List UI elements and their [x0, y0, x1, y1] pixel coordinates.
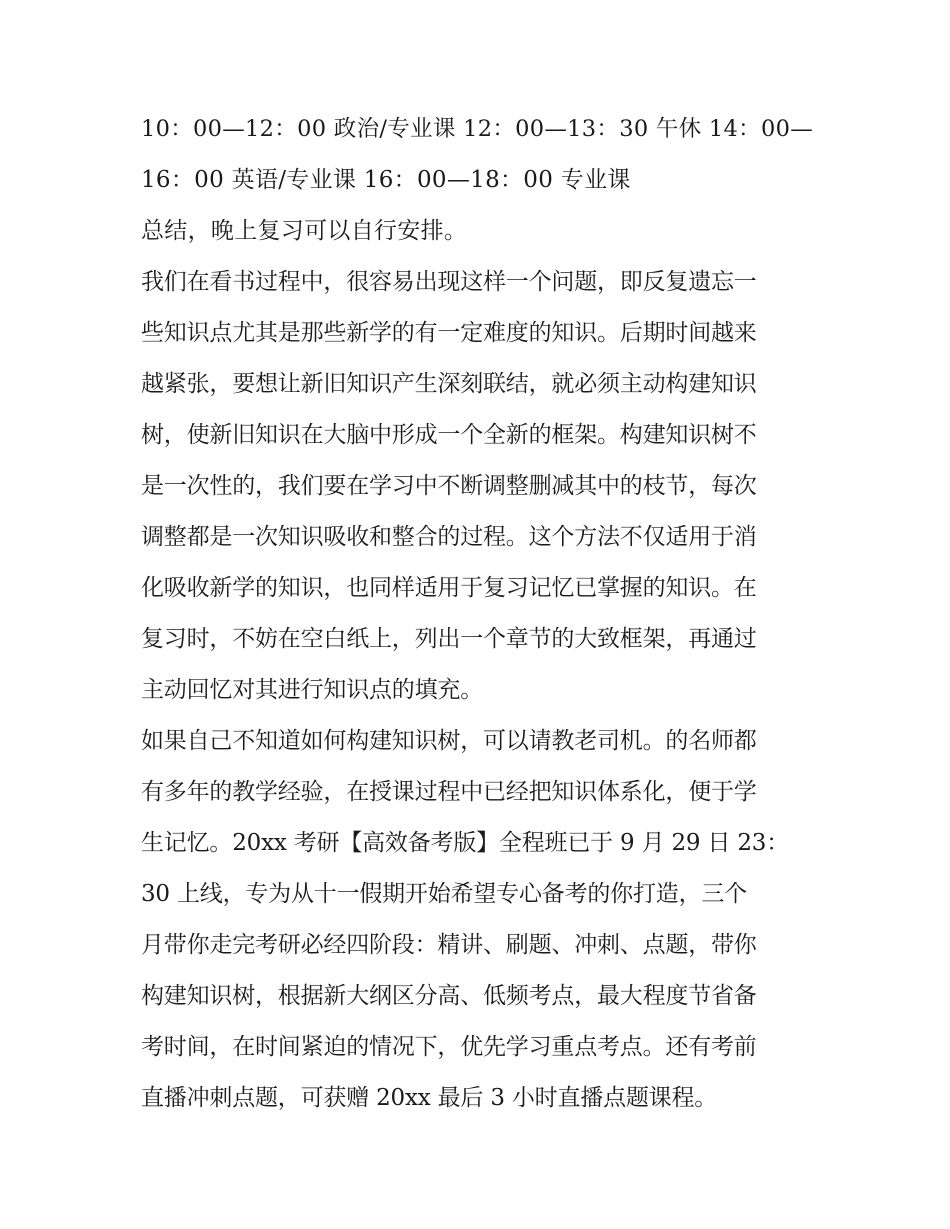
paragraph-2-line-8: 直播冲刺点题，可获赠 20xx 最后 3 小时直播点题课程。	[141, 1085, 718, 1111]
paragraph-2-line-4: 30 上线，专为从十一假期开始希望专心备考的你打造，三个	[141, 881, 747, 907]
paragraph-1-line-7: 化吸收新学的知识，也同样适用于复习记忆已掌握的知识。在	[141, 575, 757, 601]
paragraph-2-line-1: 如果自己不知道如何构建知识树，可以请教老司机。的名师都	[141, 728, 757, 754]
paragraph-2-line-2: 有多年的教学经验，在授课过程中已经把知识体系化，便于学	[141, 779, 757, 805]
summary-line: 总结，晚上复习可以自行安排。	[141, 218, 468, 244]
schedule-line-1: 10：00—12：00 政治/专业课 12：00—13：30 午休 14：00—	[141, 116, 813, 142]
document-body	[141, 104, 821, 1124]
paragraph-2-line-7: 考时间，在时间紧迫的情况下，优先学习重点考点。还有考前	[141, 1034, 757, 1060]
schedule-line-2: 16：00 英语/专业课 16：00—18：00 专业课	[141, 167, 631, 193]
paragraph-2-line-3: 生记忆。20xx 考研【高效备考版】全程班已于 9 月 29 日 23：	[141, 830, 790, 856]
paragraph-1-line-5: 是一次性的，我们要在学习中不断调整删减其中的枝节，每次	[141, 473, 757, 499]
paragraph-1-line-8: 复习时，不妨在空白纸上，列出一个章节的大致框架，再通过	[141, 626, 757, 652]
paragraph-1-line-4: 树，使新旧知识在大脑中形成一个全新的框架。构建知识树不	[141, 422, 757, 448]
paragraph-1-line-3: 越紧张，要想让新旧知识产生深刻联结，就必须主动构建知识	[141, 371, 757, 397]
paragraph-2-line-5: 月带你走完考研必经四阶段：精讲、刷题、冲刺、点题，带你	[141, 932, 757, 958]
paragraph-1-line-1: 我们在看书过程中，很容易出现这样一个问题，即反复遗忘一	[141, 269, 757, 295]
paragraph-1-line-2: 些知识点尤其是那些新学的有一定难度的知识。后期时间越来	[141, 320, 757, 346]
paragraph-2-line-6: 构建知识树，根据新大纲区分高、低频考点，最大程度节省备	[141, 983, 757, 1009]
paragraph-1-line-6: 调整都是一次知识吸收和整合的过程。这个方法不仅适用于消	[141, 524, 757, 550]
paragraph-1-line-9: 主动回忆对其进行知识点的填充。	[141, 677, 484, 703]
